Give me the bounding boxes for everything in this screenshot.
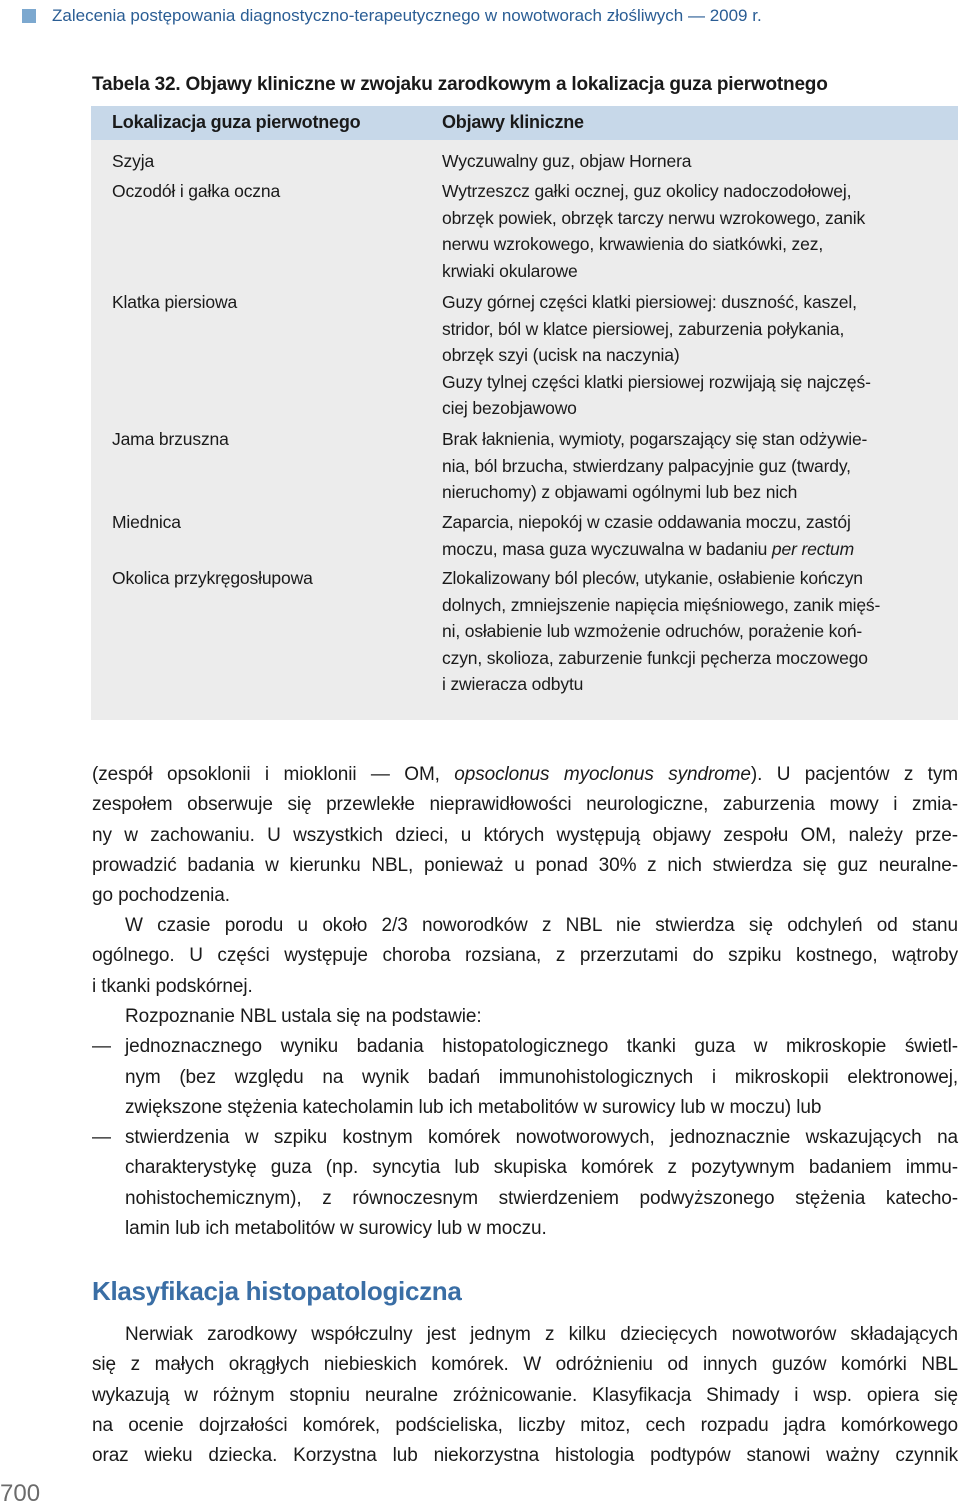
row-location: Jama brzuszna xyxy=(112,429,229,449)
row-symptoms xyxy=(442,565,942,698)
section-heading: Klasyfikacja histopatologiczna xyxy=(92,1276,462,1306)
diagnosis-intro: Rozpoznanie NBL ustala się na podstawie: xyxy=(125,1006,482,1027)
table-header-row xyxy=(91,106,958,140)
italic-term: opsoclonus myoclonus syndrome xyxy=(454,764,751,785)
paragraph-classification xyxy=(92,1320,958,1471)
paragraph-line: na ocenie dojrzałości komórek, podścieliska, liczby mitoz, cech rozpadu jądra komórkowego xyxy=(92,1414,958,1436)
paragraph-line: wykazują w różnym stopniu neuralne zróżnicowanie. Klasyfikacja Shimady i wsp. opiera się xyxy=(92,1384,958,1406)
dash-bullet: — xyxy=(92,1127,111,1149)
row-location: Okolica przykręgosłupowa xyxy=(112,568,313,588)
paragraph-line: ny w zachowaniu. U wszystkich dzieci, u których występują objawy zespołu OM, należy prze- xyxy=(92,824,958,846)
row-symptoms xyxy=(442,509,942,562)
symptom-line: Zlokalizowany ból pleców, utykanie, osłabienie kończyn xyxy=(442,568,863,588)
running-header xyxy=(22,4,762,28)
row-location: Klatka piersiowa xyxy=(112,292,238,312)
paragraph-line: zespołem obserwuje się przewlekłe nieprawidłowości neurologiczne, zaburzenia mowy i zmia- xyxy=(92,794,958,816)
running-header-text: Zalecenia postępowania diagnostyczno-terapeutycznego w nowotworach złośliwych — 2009 r. xyxy=(52,6,762,25)
paragraph-line: stwierdzenia w szpiku kostnym komórek nowotworowych, jednoznacznie wskazujących na xyxy=(125,1127,958,1149)
dash-bullet: — xyxy=(92,1036,111,1058)
row-symptoms xyxy=(442,426,942,506)
diagnosis-item xyxy=(92,1123,958,1244)
page-number: 700 xyxy=(0,1480,41,1507)
diagnosis-list xyxy=(92,1002,958,1244)
symptom-line: nieruchomy) z objawami ogólnymi lub bez nich xyxy=(442,482,798,503)
symptom-line: ciej bezobjawowo xyxy=(442,398,577,419)
paragraph-newborns xyxy=(92,911,958,1002)
table-header-location: Lokalizacja guza pierwotnego xyxy=(112,112,361,132)
symptom-line: ni, osłabienie lub wzmożenie odruchów, porażenie koń- xyxy=(442,621,863,642)
paragraph-line: lamin lub ich metabolitów w surowicy lub w moczu. xyxy=(125,1218,547,1240)
paragraph-line: zwiększone stężenia katecholamin lub ich metabolitów w surowicy lub w moczu) lub xyxy=(125,1096,822,1118)
symptom-italic: per rectum xyxy=(771,538,855,559)
row-symptoms xyxy=(442,178,942,284)
paragraph-line: i tkanki podskórnej. xyxy=(92,975,253,997)
symptom-line: dolnych, zmniejszenie napięcia mięśniowego, zanik mięś- xyxy=(442,594,881,615)
symptoms-table xyxy=(91,106,958,720)
row-symptoms xyxy=(442,148,942,175)
paragraph-line: oraz wieku dziecka. Korzystna lub niekorzystna histologia podtypów stanowi ważny czynnik xyxy=(92,1445,958,1467)
paragraph-line: charakterystykę guza (np. syncytia lub skupiska komórek z pozytywnym badaniem immu- xyxy=(125,1157,958,1179)
paragraph-line: ogólnego. U części występuje choroba rozsiana, z przerzutami do szpiku kostnego, wątroby xyxy=(92,945,958,967)
symptom-line: Zaparcia, niepokój w czasie oddawania moczu, zastój xyxy=(442,512,851,532)
paragraph-line: nohistochemicznym), z równoczesnym stwierdzeniem podwyższonego stężenia katecho- xyxy=(125,1187,958,1209)
paragraph-line: go pochodzenia. xyxy=(92,885,230,907)
symptom-line: krwiaki okularowe xyxy=(442,260,578,281)
header-square-icon xyxy=(22,9,36,23)
symptom-line: nia, ból brzucha, stwierdzany palpacyjnie guz (twardy, xyxy=(442,455,851,476)
symptom-line: czyn, skolioza, zaburzenie funkcji pęcherza moczowego xyxy=(442,647,868,668)
symptom-line: obrzęk powiek, obrzęk tarczy nerwu wzrokowego, zanik xyxy=(442,207,866,228)
table-header-symptoms: Objawy kliniczne xyxy=(442,112,584,132)
symptom-line: i zwieracza odbytu xyxy=(442,674,584,695)
symptom-line: Wyczuwalny guz, objaw Hornera xyxy=(442,151,692,171)
symptom-line: Wytrzeszcz gałki ocznej, guz okolicy nadoczodołowej, xyxy=(442,181,852,201)
row-location: Szyja xyxy=(112,151,155,171)
row-location: Miednica xyxy=(112,512,181,532)
paragraph-line: prowadzić badania w kierunku NBL, ponieważ u ponad 30% z nich stwierdza się guz neuralne- xyxy=(92,854,958,876)
symptom-line xyxy=(442,536,942,563)
text-run: ). U pacjentów z tym xyxy=(750,764,958,785)
paragraph-line xyxy=(92,760,958,790)
row-symptoms xyxy=(442,289,942,422)
row-location: Oczodół i gałka oczna xyxy=(112,181,281,201)
paragraph-line: się z małych okrągłych niebieskich komórek. W odróżnieniu od innych guzów komórki NBL xyxy=(92,1354,958,1376)
paragraph-line: W czasie porodu u około 2/3 noworodków z NBL nie stwierdza się odchyleń od stanu xyxy=(125,915,958,936)
symptom-text: moczu, masa guza wyczuwalna w badaniu xyxy=(442,538,768,559)
symptom-line: nerwu wzrokowego, krwawienia do siatkówki, zez, xyxy=(442,234,824,255)
symptom-line: Brak łaknienia, wymioty, pogarszający się stan odżywie- xyxy=(442,429,868,449)
table-caption: Tabela 32. Objawy kliniczne w zwojaku zarodkowym a lokalizacja guza pierwotnego xyxy=(92,74,828,95)
symptom-line: obrzęk szyi (ucisk na naczynia) xyxy=(442,345,680,366)
text-run: (zespół opsoklonii i mioklonii — OM, xyxy=(92,764,455,785)
diagnosis-item xyxy=(92,1032,958,1123)
symptom-line: stridor, ból w klatce piersiowej, zaburzenia połykania, xyxy=(442,318,845,339)
paragraph-om-syndrome xyxy=(92,760,958,911)
symptom-line: Guzy górnej części klatki piersiowej: duszność, kaszel, xyxy=(442,292,857,312)
paragraph-line: nym (bez względu na wynik badań immunohistologicznych i mikroskopii elektronowej, xyxy=(125,1066,958,1088)
paragraph-line: Nerwiak zarodkowy współczulny jest jednym z kilku dziecięcych nowotworów składających xyxy=(125,1324,958,1345)
symptom-line: Guzy tylnej części klatki piersiowej rozwijają się najczęś- xyxy=(442,371,871,392)
paragraph-line: jednoznacznego wyniku badania histopatologicznego tkanki guza w mikroskopie świetl- xyxy=(125,1036,958,1058)
